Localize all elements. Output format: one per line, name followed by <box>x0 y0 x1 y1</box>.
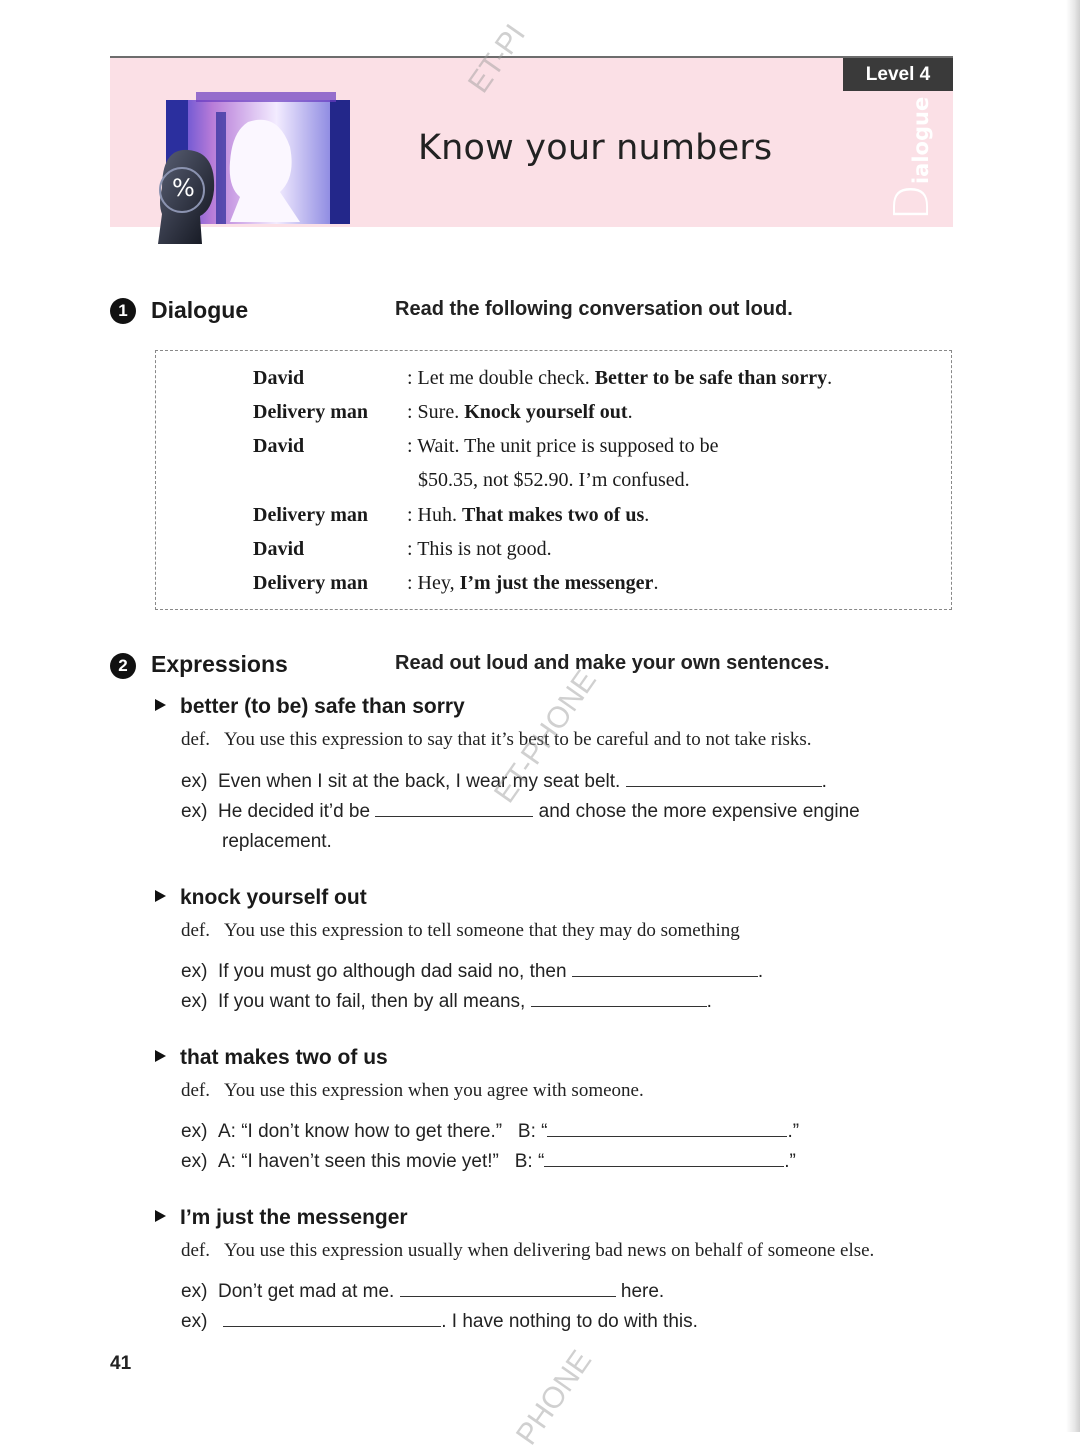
expression-heading: that makes two of us <box>155 1046 388 1070</box>
section-instruction-expressions: Read out loud and make your own sentences. <box>395 652 830 674</box>
example-sentence: ex) If you must go although dad said no, then . <box>181 961 764 982</box>
page-title: Know your numbers <box>418 128 773 168</box>
level-badge: Level 4 <box>843 58 953 91</box>
answer-blank[interactable] <box>223 1312 441 1327</box>
section-number-1: 1 <box>110 298 136 324</box>
side-tab-label <box>880 95 953 227</box>
arrow-icon <box>155 1050 166 1062</box>
percent-symbol: % <box>172 174 195 202</box>
answer-blank[interactable] <box>400 1282 616 1297</box>
example-sentence: ex) Even when I sit at the back, I wear my seat belt. . <box>181 771 827 792</box>
dialogue-speaker: David <box>253 538 305 560</box>
arrow-icon <box>155 890 166 902</box>
section-title-expressions: Expressions <box>151 651 288 677</box>
dialogue-speaker: Delivery man <box>253 504 368 526</box>
expression-definition: def. You use this expression to tell someone that they may do something <box>181 920 740 941</box>
watermark: ET-PI <box>462 18 533 99</box>
dialogue-speaker: David <box>253 435 305 457</box>
dialogue-line: : Hey, I’m just the messenger. <box>407 572 659 594</box>
expression-heading: I’m just the messenger <box>155 1206 408 1230</box>
dialogue-speaker: Delivery man <box>253 572 368 594</box>
example-sentence: ex) If you want to fail, then by all means, . <box>181 991 712 1012</box>
arrow-icon <box>155 699 166 711</box>
dialogue-speaker: Delivery man <box>253 401 368 423</box>
example-sentence: ex) . I have nothing to do with this. <box>181 1311 698 1332</box>
side-tab-rest: ialogue <box>909 96 933 185</box>
example-sentence: ex) A: “I don’t know how to get there.” B: “ .” <box>181 1121 800 1142</box>
watermark: ET-PHONE <box>488 664 603 809</box>
answer-blank[interactable] <box>626 772 822 787</box>
expression-heading: better (to be) safe than sorry <box>155 695 465 719</box>
answer-blank[interactable] <box>531 992 707 1007</box>
page-number: 41 <box>110 1353 132 1374</box>
section-number-2: 2 <box>110 653 136 679</box>
watermark: PHONE <box>510 1344 599 1451</box>
page-edge-shadow <box>1066 0 1080 1432</box>
example-sentence: ex) Don’t get mad at me. here. <box>181 1281 665 1302</box>
answer-blank[interactable] <box>572 962 758 977</box>
section-title-dialogue: Dialogue <box>151 297 249 323</box>
example-sentence: ex) He decided it’d be and chose the more expensive engine <box>181 801 860 822</box>
expression-definition: def. You use this expression usually when delivering bad news on behalf of someone else. <box>181 1240 875 1261</box>
expression-heading: knock yourself out <box>155 886 367 910</box>
dialogue-speaker: David <box>253 367 305 389</box>
dialogue-line: : This is not good. <box>407 538 552 560</box>
side-tab-initial: D <box>884 184 940 221</box>
header-illustration <box>156 92 350 244</box>
expression-definition: def. You use this expression to say that it’s best to be careful and to not take risks. <box>181 729 812 750</box>
dialogue-line-continuation: $50.35, not $52.90. I’m confused. <box>418 469 690 491</box>
answer-blank[interactable] <box>544 1152 784 1167</box>
arrow-icon <box>155 1210 166 1222</box>
dialogue-line: : Let me double check. Better to be safe than sorry. <box>407 367 833 389</box>
expression-definition: def. You use this expression when you agree with someone. <box>181 1080 644 1101</box>
example-sentence: ex) A: “I haven’t seen this movie yet!” B: “ .” <box>181 1151 796 1172</box>
dialogue-line: : Wait. The unit price is supposed to be <box>407 435 719 457</box>
example-sentence-continuation: replacement. <box>222 831 332 852</box>
dialogue-line: : Huh. That makes two of us. <box>407 504 650 526</box>
dialogue-line: : Sure. Knock yourself out. <box>407 401 633 423</box>
section-instruction-dialogue: Read the following conversation out loud. <box>395 298 793 320</box>
answer-blank[interactable] <box>547 1122 787 1137</box>
